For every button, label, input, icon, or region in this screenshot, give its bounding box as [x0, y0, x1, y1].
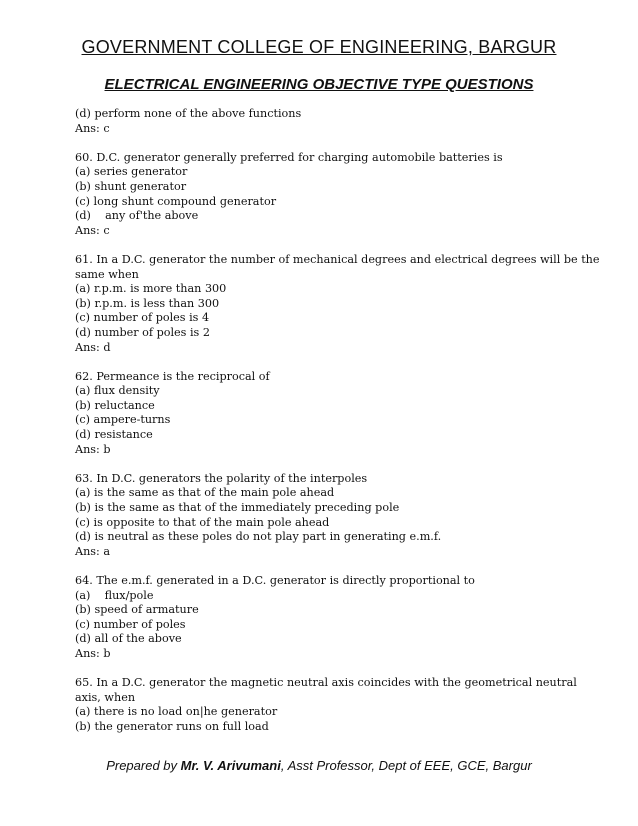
question-line: (c) number of poles	[75, 617, 186, 631]
question-line: (b) the generator runs on full load	[75, 719, 269, 733]
question-line: (a) there is no load on|he generator	[75, 705, 278, 719]
question-block	[75, 107, 575, 136]
footer	[0, 758, 638, 773]
question-line: (a) is the same as that of the main pole ahead	[75, 486, 335, 500]
question-line: (a) flux density	[75, 384, 160, 398]
question-line: 61. In a D.C. generator the number of mechanical degrees and electrical degrees will be the	[75, 252, 600, 266]
question-line: (b) shunt generator	[75, 179, 187, 193]
question-line: Ans: b	[75, 442, 111, 456]
question-line: 65. In a D.C. generator the magnetic neutral axis coincides with the geometrical neutral	[75, 676, 577, 690]
question-block	[75, 472, 575, 560]
footer-author-name: Mr. V. Arivumani	[180, 758, 281, 773]
question-line: 62. Permeance is the reciprocal of	[75, 369, 270, 383]
question-line: Ans: c	[75, 121, 110, 135]
question-line: (a) series generator	[75, 165, 188, 179]
question-line: (d) resistance	[75, 428, 153, 442]
question-line: (d) perform none of the above functions	[75, 107, 302, 120]
question-line: (c) long shunt compound generator	[75, 194, 277, 208]
question-line: (c) ampere-turns	[75, 413, 171, 427]
question-block	[75, 676, 575, 734]
question-block	[75, 151, 575, 239]
question-line: (d) all of the above	[75, 632, 182, 646]
question-line: (d) any of'the above	[75, 209, 199, 223]
question-line: 64. The e.m.f. generated in a D.C. generator is directly proportional to	[75, 574, 475, 587]
question-line: (b) r.p.m. is less than 300	[75, 296, 220, 310]
question-line: (c) is opposite to that of the main pole ahead	[75, 515, 330, 529]
footer-prefix: Prepared by	[106, 758, 181, 773]
question-line: 60. D.C. generator generally preferred for charging automobile batteries is	[75, 150, 503, 164]
question-line: Ans: a	[75, 544, 111, 558]
question-block	[75, 574, 575, 662]
college-title: GOVERNMENT COLLEGE OF ENGINEERING, BARGUR	[81, 37, 557, 57]
question-line: (b) speed of armature	[75, 603, 199, 617]
question-line: same when	[75, 267, 139, 281]
question-line: axis, when	[75, 690, 136, 704]
question-line: (b) is the same as that of the immediately preceding pole	[75, 501, 400, 515]
question-line: Ans: c	[75, 223, 110, 237]
question-line: (d) is neutral as these poles do not play part in generating e.m.f.	[75, 530, 442, 544]
question-line: (a) r.p.m. is more than 300	[75, 282, 227, 296]
question-line: (d) number of poles is 2	[75, 325, 210, 339]
question-line: 63. In D.C. generators the polarity of the interpoles	[75, 471, 368, 485]
question-line: (c) number of poles is 4	[75, 311, 210, 325]
question-line: Ans: b	[75, 646, 111, 660]
question-block	[75, 370, 575, 458]
footer-suffix: , Asst Professor, Dept of EEE, GCE, Bargur	[280, 758, 532, 773]
question-line: (b) reluctance	[75, 398, 155, 412]
document-subtitle: ELECTRICAL ENGINEERING OBJECTIVE TYPE QUESTIONS	[104, 76, 534, 93]
question-list	[75, 107, 600, 749]
question-block	[75, 252, 600, 355]
question-line: (a) flux/pole	[75, 588, 154, 602]
question-line: Ans: d	[75, 340, 111, 354]
